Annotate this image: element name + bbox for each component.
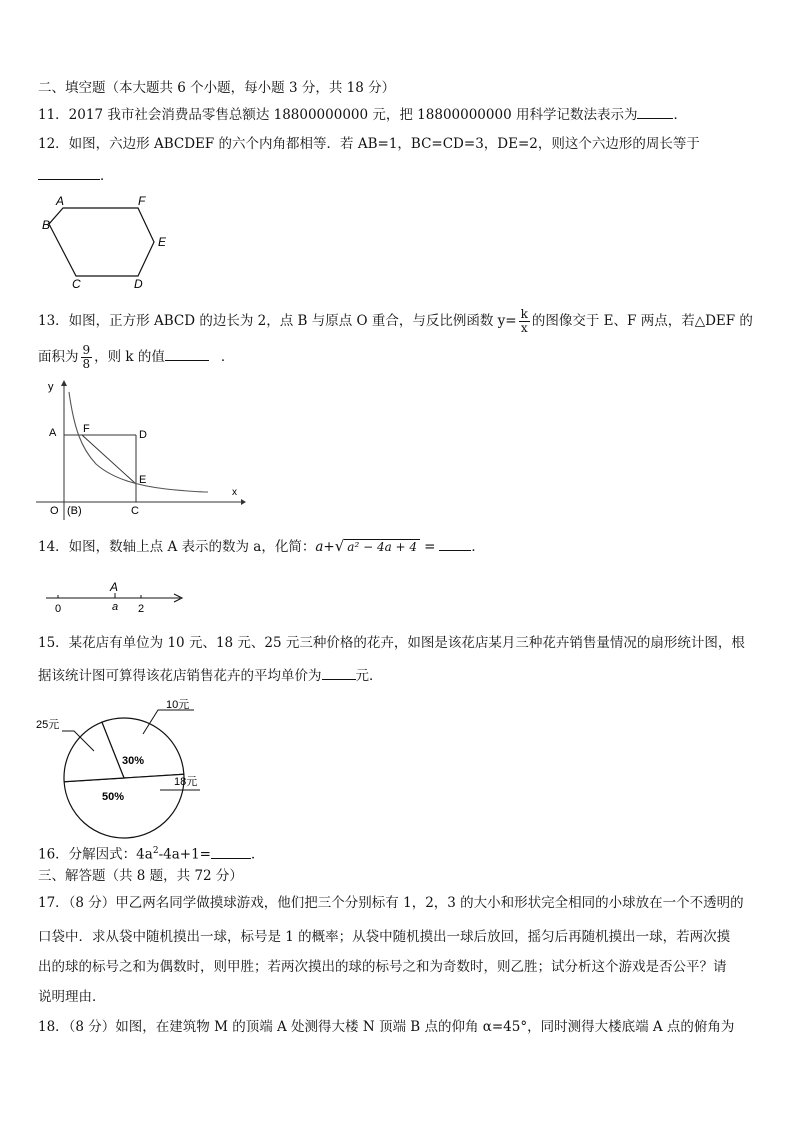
- question-13-line2: [38, 342, 234, 372]
- answer-blank-13: [165, 347, 209, 361]
- label-a: a: [112, 601, 119, 613]
- label-a: A: [49, 427, 57, 439]
- hexagon-abcdef: [49, 208, 154, 276]
- label-point-a: A: [110, 580, 119, 594]
- label-two: 2: [138, 603, 145, 615]
- hexagon-label-b: B: [42, 218, 51, 232]
- expr-plus: +: [323, 539, 335, 555]
- question-15-text: 据该统计图可算得该花店销售花卉的平均单价为: [38, 668, 322, 684]
- question-17-line4: 说明理由．: [38, 989, 106, 1005]
- question-11-end: ．: [673, 107, 687, 123]
- label-zero: 0: [55, 603, 62, 615]
- section-3-title: 三、解答题（共 8 题，共 72 分）: [38, 868, 243, 884]
- fraction-numerator: 9: [82, 343, 91, 357]
- expr-a: a: [315, 539, 324, 555]
- legend-25: 25元: [36, 719, 60, 731]
- number-line-figure: [38, 576, 188, 618]
- pie-chart: [36, 694, 216, 840]
- question-12: [38, 135, 700, 153]
- legend-10: 10元: [166, 699, 190, 711]
- fraction-9-over-8: [81, 344, 93, 371]
- pie-slices: [64, 718, 184, 838]
- label-o: O: [50, 505, 59, 517]
- question-12-end: ．: [100, 168, 114, 184]
- hexagon-figure: [38, 194, 178, 290]
- question-15-line2: [38, 666, 383, 685]
- fraction-k-over-x: [519, 308, 530, 335]
- fraction-numerator: k: [520, 307, 528, 321]
- answer-blank-14: [439, 537, 471, 551]
- question-14-end: ．: [471, 539, 485, 555]
- hexagon-label-d: D: [134, 277, 143, 290]
- question-16-sup: 2: [152, 846, 159, 856]
- y-axis-arrow: [61, 380, 67, 386]
- question-17-line3: 出的球的标号之和为偶数时，则甲胜；若两次摸出的球的标号之和为奇数时，则乙胜；试分析这个游戏是否公平？请: [38, 959, 727, 975]
- label-d: D: [139, 429, 147, 441]
- question-16-end: ．: [250, 846, 265, 863]
- hexagon-label-a: A: [56, 194, 65, 208]
- hexagon-label-f: F: [138, 194, 146, 208]
- x-axis-arrow: [241, 499, 246, 505]
- question-18-line1: 18．（8 分）如图，在建筑物 M 的顶端 A 处测得大楼 N 顶端 B 点的仰角 α=45°，同时测得大楼底端 A 点的俯角为: [38, 1019, 735, 1035]
- slice-label-50: 50%: [102, 791, 125, 803]
- answer-blank-12: [38, 166, 100, 180]
- question-13-text-a: 13．如图，正方形 ABCD 的边长为 2，点 B 与原点 O 重合，与反比例函数 y=: [38, 313, 517, 329]
- section-2-title: 二、填空题（本大题共 6 个小题，每小题 3 分，共 18 分）: [38, 80, 396, 96]
- question-11-text: 11．2017 我市社会消费品零售总额达 18800000000 元，把 18800000000 用科学记数法表示为: [38, 107, 638, 123]
- label-c: C: [131, 505, 139, 517]
- question-14: [38, 536, 485, 557]
- question-16-text-b: -4a+1=: [158, 846, 211, 863]
- sqrt-symbol: √: [334, 537, 345, 555]
- legend-18: 18元: [174, 776, 198, 788]
- label-y: y: [48, 381, 54, 393]
- label-f: F: [83, 423, 90, 435]
- question-15-line1: 15．某花店有单位为 10 元、18 元、25 元三种价格的花卉，如图是该花店某月三种花卉销售量情况的扇形统计图，根: [38, 635, 745, 651]
- expr-equals: =: [424, 539, 436, 555]
- answer-blank-11: [637, 105, 673, 119]
- square-hyperbola-figure: [36, 378, 246, 522]
- hexagon-label-e: E: [158, 235, 167, 249]
- question-13: [38, 306, 753, 336]
- answer-blank-16: [211, 845, 251, 859]
- question-12-text: 12．如图，六边形 ABCDEF 的六个内角都相等．若 AB=1，BC=CD=3，DE=2，则这个六边形的周长等于: [38, 136, 700, 152]
- pie-slice-18: [64, 774, 184, 838]
- answer-blank-15: [322, 666, 356, 680]
- label-x: x: [232, 487, 237, 498]
- fraction-denominator: 8: [82, 357, 91, 371]
- segment-fe: [82, 435, 136, 484]
- question-17-line2: 口袋中．求从袋中随机摸出一球，标号是 1 的概率；从袋中随机摸出一球后放回，摇匀后再随机摸出一球，若两次摸: [38, 929, 731, 945]
- slice-label-30: 30%: [122, 755, 145, 767]
- question-11: [38, 105, 687, 124]
- question-12-answer-line: [38, 166, 114, 185]
- question-16: [38, 842, 264, 864]
- question-13-text-b: 的图像交于 E、F 两点，若△DEF 的: [531, 313, 753, 329]
- question-16-text: 16．分解因式：4a: [38, 846, 153, 863]
- fraction-denominator: x: [520, 321, 528, 335]
- question-17-line1: 17．（8 分）甲乙两名同学做摸球游戏，他们把三个分别标有 1，2，3 的大小和形状完全相同的小球放在一个不透明的: [38, 895, 744, 911]
- question-14-text: 14．如图，数轴上点 A 表示的数为 a，化简：: [38, 539, 316, 555]
- question-13-line2-a: 面积为: [38, 349, 79, 365]
- sqrt-radicand: a² − 4a + 4: [344, 539, 420, 554]
- question-15-end: 元．: [355, 668, 383, 684]
- label-b: (B): [67, 505, 82, 517]
- label-e: E: [139, 474, 147, 486]
- question-13-line2-b: ，则 k 的值: [94, 349, 165, 365]
- question-13-end: ．: [220, 349, 235, 365]
- hexagon-label-c: C: [72, 277, 81, 290]
